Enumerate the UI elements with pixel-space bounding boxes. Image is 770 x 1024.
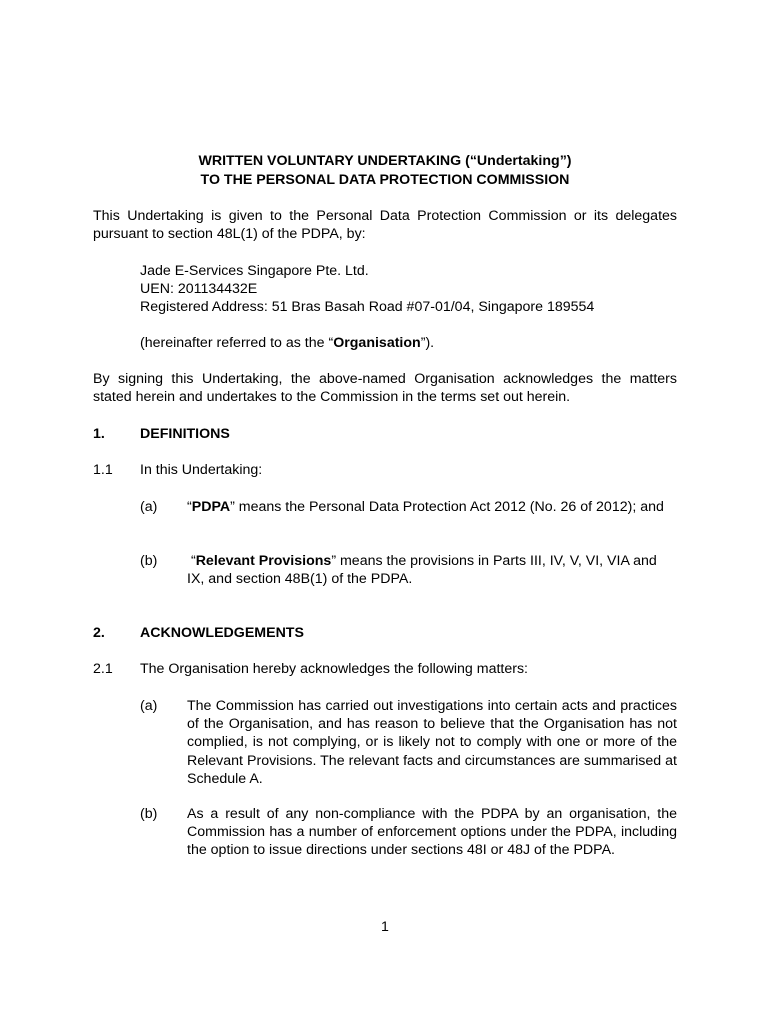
clause-2-1-text: The Organisation hereby acknowledges the following matters: [140, 661, 529, 677]
document-title-line1: WRITTEN VOLUNTARY UNDERTAKING (“Undertaking”) [198, 153, 572, 169]
acknowledgement-a-letter: (a) [140, 698, 158, 714]
acknowledgement-a: The Commission has carried out investigations into certain acts and practices of the Organisation, and has reason to believe that the Organisation has not complied, is not complying, or is likely not to comply with one or more of the Relevant Provisions. The relevant facts and circumstances are summarised at Schedule A. [187, 698, 677, 787]
organisation-reference-suffix: ”). [420, 335, 435, 351]
clause-1-1-number: 1.1 [93, 462, 113, 478]
definition-b-letter: (b) [140, 553, 158, 569]
acknowledgement-intro: By signing this Undertaking, the above-named Organisation acknowledges the matters stated herein and undertakes to the Commission in the terms set out herein. [93, 371, 677, 406]
acknowledgement-b-letter: (b) [140, 806, 158, 822]
organisation-address: Registered Address: 51 Bras Basah Road #07-01/04, Singapore 189554 [140, 299, 595, 315]
section-2-heading: ACKNOWLEDGEMENTS [140, 625, 304, 641]
organisation-reference [140, 334, 680, 352]
intro-paragraph: This Undertaking is given to the Personal Data Protection Commission or its delegates pursuant to section 48L(1) of the PDPA, by: [93, 208, 677, 243]
organisation-reference-prefix: (hereinafter referred to as the “ [140, 335, 334, 351]
definition-term-pdpa: PDPA [191, 499, 231, 515]
section-2-number: 2. [93, 625, 105, 641]
document-title-line2: TO THE PERSONAL DATA PROTECTION COMMISSION [200, 172, 570, 188]
definition-a-letter: (a) [140, 499, 158, 515]
clause-2-1-number: 2.1 [93, 661, 113, 677]
section-1-number: 1. [93, 426, 105, 442]
acknowledgement-b: As a result of any non-compliance with the PDPA by an organisation, the Commission has a number of enforcement options under the PDPA, including the option to issue directions under sections 48I or 48J of the PDPA. [187, 806, 677, 859]
organisation-defined-term: Organisation [333, 335, 421, 351]
organisation-uen: UEN: 201134432E [140, 281, 258, 297]
section-1-heading: DEFINITIONS [140, 426, 230, 442]
page-number: 1 [381, 919, 389, 935]
clause-1-1-text: In this Undertaking: [140, 462, 263, 478]
organisation-name: Jade E-Services Singapore Pte. Ltd. [140, 263, 369, 279]
definition-term-relevant-provisions: Relevant Provisions [195, 553, 332, 569]
definition-a: “PDPA” means the Personal Data Protection Act 2012 (No. 26 of 2012); and [187, 499, 664, 515]
definition-b: “Relevant Provisions” means the provisions in Parts III, IV, V, VI, VIA and IX, and section 48B(1) of the PDPA. [187, 553, 661, 588]
